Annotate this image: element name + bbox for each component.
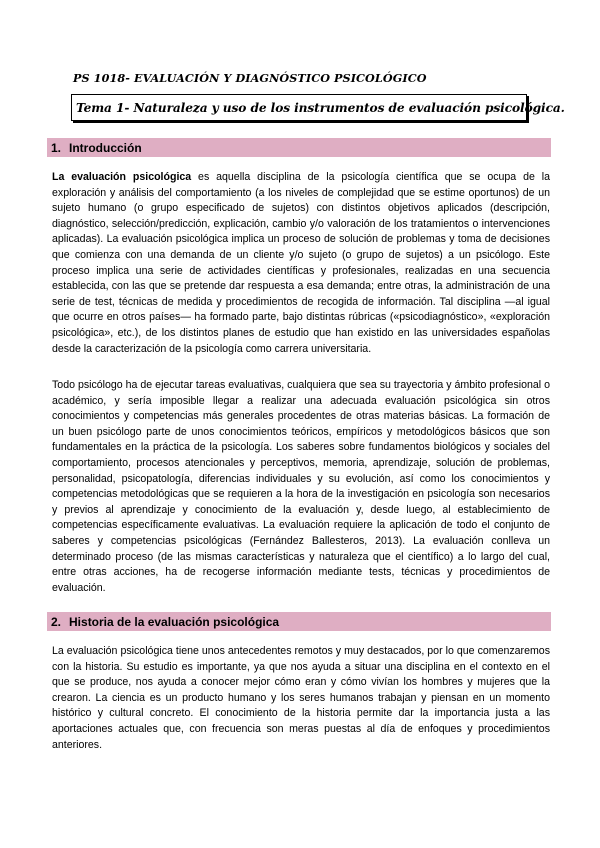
section-title: Historia de la evaluación psicológica <box>69 614 280 629</box>
course-title: PS 1018- EVALUACIÓN Y DIAGNÓSTICO PSICOLÓGICO <box>73 71 427 85</box>
section-title: Introducción <box>69 140 142 155</box>
section-number: 2. <box>51 614 62 629</box>
paragraph-historia-1 <box>52 644 550 753</box>
section-number: 1. <box>51 140 62 155</box>
section-heading-historia <box>47 612 551 631</box>
section-heading-introduccion <box>47 138 551 157</box>
topic-title: Tema 1- Naturaleza y uso de los instrumentos de evaluación psicológica. <box>76 100 565 115</box>
bold-term: La evaluación psicológica <box>52 171 192 183</box>
topic-title-box <box>71 94 565 121</box>
paragraph-text: La evaluación psicológica tiene unos antecedentes remotos y muy destacados, por lo que comenzaremos con la historia. Su estudio es importante, ya que nos ayuda a situar una disciplina en el contexto en el que se produce, nos ayuda a conocer mejor cómo eran y cómo vivían los hombres y mujeres que la crearon. La ciencia es un producto humano y los seres humanos trabajan y piensan en un momento histórico y cultural concreto. El conocimiento de la historia permite dar la importancia justa a las aportaciones actuales que, con frecuencia son meras puestas al día de enfoques y procedimientos anteriores. <box>52 645 550 751</box>
paragraph-text: Todo psicólogo ha de ejecutar tareas evaluativas, cualquiera que sea su trayectoria y ámbito profesional o académico, y sería imposible llegar a realizar una adecuada evaluación psicológica sin otros conocimientos y competencias más generales procedentes de otras materias básicas. La formación de un buen psicólogo parte de unos conocimientos teóricos, empíricos y metodológicos básicos que son fundamentales en la práctica de la psicología. Los saberes sobre fundamentos biológicos y sociales del comportamiento, procesos atencionales y perceptivos, memoria, aprendizaje, solución de problemas, personalidad, psicopatología, diferencias individuales y su evolución, así como los conocimientos y competencias metodológicas que se requieren a la hora de la investigación en psicología son necesarios y previos al aprendizaje y conocimiento de la evaluación y, desde luego, al establecimiento de competencias específicamente evaluativas. La evaluación requiere la aplicación de todo el conjunto de saberes y competencias psicológicas (Fernández Ballesteros, 2013). La evaluación conlleva un determinado proceso (de las mismas características y naturaleza que el científico) a lo largo del cual, entre otras acciones, ha de recogerse información mediante tests, técnicas y procedimientos de evaluación. <box>52 379 550 594</box>
paragraph-intro-1 <box>52 170 550 357</box>
paragraph-intro-2 <box>52 378 550 596</box>
paragraph-text: es aquella disciplina de la psicología científica que se ocupa de la exploración y análisis del comportamiento (a los niveles de complejidad que se estime oportunos) de un sujeto humano (o grupo especificado de sujetos) con distintos objetivos aplicados (descripción, diagnóstico, selección/predicción, explicación, cambio y/o valoración de los tratamientos o intervenciones aplicadas). La evaluación psicológica implica un proceso de solución de problemas y toma de decisiones que comienza con una demanda de un cliente y/o sujeto (o grupo de sujetos) a un psicólogo. Este proceso implica una serie de actividades científicas y profesionales, realizadas en una secuencia establecida, con las que se pretende dar respuesta a esa demanda; entre otras, la administración de una serie de test, técnicas de medida y procedimientos de recogida de información. Tal disciplina —al igual que ocurre en otros países— ha formado parte, bajo distintas rúbricas («psicodiagnóstico», «exploración psicológica», etc.), de los distintos planes de estudio que han existido en las universidades españolas desde la caracterización de la psicología como carrera universitaria. <box>52 171 550 355</box>
